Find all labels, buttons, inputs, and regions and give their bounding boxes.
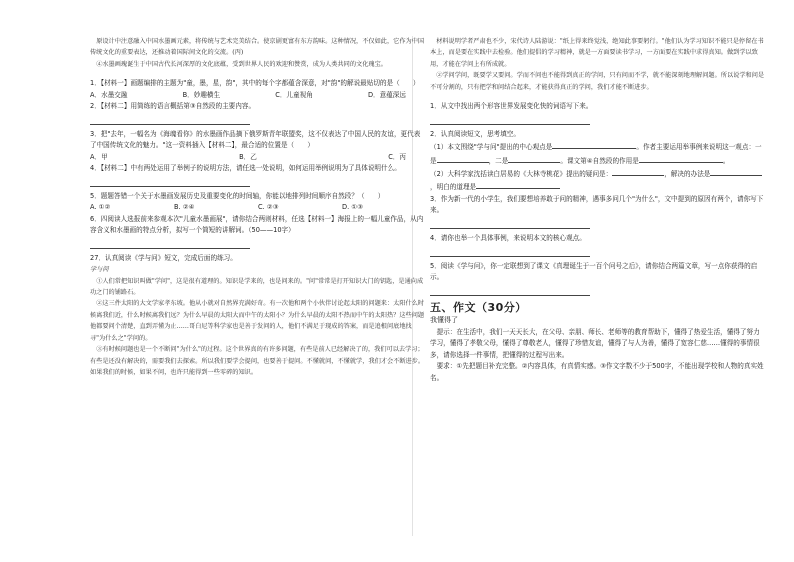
fill-blank[interactable] <box>612 167 664 176</box>
article-paragraph-1: ①人们常把知识叫做"学问"，这是很有道理的。知识是学来的，也是问来的。"问"常常是打开知识大门的钥匙，是通向成功之门的铺路石。 <box>90 277 424 297</box>
question-1-options <box>90 90 426 101</box>
option-b[interactable]: B．妙趣横生 <box>182 90 221 99</box>
right-column <box>430 36 766 384</box>
fill-blank[interactable] <box>437 154 489 163</box>
fill-blank[interactable] <box>476 180 560 189</box>
option-c[interactable]: C. ②③ <box>258 203 279 212</box>
article-continued: 材料说明学者严肃也不少，宋代诗人陆游说："纸上得来终觉浅，绝知此事要躬行。"他们认为学习知识不能只是停留在书本上，而是要在实践中去检验。他们提倡的学习精神，就是一方面要读书学习，一方面要在实践中求得真知。做到学以致用，才能在学问上有所成就。 <box>430 38 764 68</box>
reading-question-3: 3．作为新一代的小学生，我们要想培养敢于问的精神，遇事多问几个"为什么"，文中提到的原因有两个，请你写下来。 <box>430 194 764 215</box>
answer-line-r4[interactable] <box>430 244 590 256</box>
essay-requirements: 要求：①先把题目补充完整。②内容具体，有真情实感。③作文字数不少于500字，不能出现学校和人物的真实姓名。 <box>430 362 764 382</box>
question-3-options <box>90 152 426 163</box>
essay-title: 我懂得了 <box>430 316 458 325</box>
passage-continued: 原设计中注意融入中国水墨画元素，将传统与艺术完美结合。使京剧更富有东方韵味。这种情况，不仅如此，它作为中国传统文化的重要表达，还推动着国际间文化的交流。(丙) <box>90 38 425 57</box>
option-d[interactable]: D. ①③ <box>342 203 364 212</box>
reading-question-4: 4．请你也举一个具体事例，来说明本文的核心观点。 <box>430 234 586 243</box>
answer-line-r5[interactable] <box>430 284 590 296</box>
article-paragraph-final: ②学问学问，既要学又要问。学而不问也不能得到真正的学问，只有问而不学，就不能深刻地理解问题。所以说学和问是不可分割的，只有把学和问结合起来，才能获得真正的学问，我们才能不断进步。 <box>430 72 765 91</box>
article-title: 学与问 <box>90 266 109 274</box>
question-27: 27．认真阅读《学与问》短文，完成后面的练习。 <box>90 253 237 262</box>
essay-prompt: 提示：在生活中，我们一天天长大，在父母、亲朋、师长、老师等的教育帮助下，懂得了热爱生活，懂得了努力学习，懂得了孝敬父母，懂得了尊敬老人，懂得了珍惜友谊，懂得了与人为善，懂得了宽容仁慈……懂得的事情很多，请你选择一件事情，把懂得的过程写出来。 <box>430 327 760 359</box>
reading-question-1: 1．从文中找出两个形容世界发展变化快的词语写下来。 <box>430 102 593 111</box>
question-2: 2．【材料二】用简练的语言概括第③自然段的主要内容。 <box>90 102 256 111</box>
option-b[interactable]: B．乙 <box>239 152 257 161</box>
passage-paragraph-4: ④水墨画瑰诞生于中国古代长河深厚的文化底蕴，受到世界人民的欢迎和赞赏，成为人类共同的文化瑰宝。 <box>96 60 387 68</box>
article-paragraph-3: ③有时候问题也是一个不断问"为什么"的过程。这个世界真的有许多问题，有些是前人已经解决了的，我们可以去学习；有些是还没有解决的，需要我们去探索。所以我们要学会提问，也要善于提问。不懂就问，不懂就学，我们才会不断进步。如果我们的时候，如果不问，也许只能得到一些零碎的知识。 <box>90 346 425 376</box>
fill-blank[interactable] <box>508 154 560 163</box>
reading-question-5: 5．阅读《学与问》，你一定联想到了课文《真理诞生于一百个问号之后》，请你结合两篇文章，写一点你获得的启示。 <box>430 261 758 282</box>
question-5: 5．题题答错一个关于水墨画发展历史及重要变化的时间轴，你能以地排列时间顺序自然段？（ ） <box>90 191 385 200</box>
answer-line-r3[interactable] <box>430 217 590 229</box>
question-1: 1．【材料一】画题编排的主题为"童，墨，星，韵"，其中的每个字都蕴含深意，对"韵"的解说最贴切的是（ ） <box>90 79 420 88</box>
answer-line-4[interactable] <box>90 174 250 186</box>
answer-line-r1[interactable] <box>430 112 590 124</box>
question-6: 6．四阅读人选报前来参观本次"儿童水墨画展"，请你结合两则材料，任选【材料一】海报上的一幅儿童作品，从内容含义和水墨画的特点分析，拟写一个简短的讲解词。（50——10字） <box>90 214 424 235</box>
option-a[interactable]: A．甲 <box>90 152 108 161</box>
article-paragraph-2: ②这三件太阳的大文学家孝东坡。他从小就对自然界充满好奇。有一次他和两个小伙伴讨论起太阳的问题来：太阳什么时候离我们近，什么时候离我们远？为什么早晨的太阳大而中午的太阳小？为什么早晨的太阳不热而中午的太阳热？这些问题他都要问个清楚，直到弄懂为止……哥白尼等科学家也是善于发问的人，他们不满足于现成的答案，而是追根问底地找寻"为什么之"学问的。 <box>90 300 425 342</box>
fill-blank[interactable] <box>710 167 762 176</box>
reading-question-2: 2．认真阅读短文，思考填空。 <box>430 129 520 138</box>
reading-question-2-1: （1）本文围绕"学与问"提出的中心观点是 。作者主要运用举事例来说明这一观点：一是 ，二是 。课文第④自然段的作用是 。 <box>430 140 766 167</box>
option-a[interactable]: A．水墨交融 <box>90 90 128 99</box>
answer-line-6[interactable] <box>90 236 250 248</box>
reading-question-2-2: （2）大科学家沈括读白居易的《大林寺桃花》提出的疑问是： ，解决的办法是，明白的道理是 <box>430 167 766 194</box>
option-c[interactable]: C．丙 <box>388 152 406 161</box>
answer-line-2[interactable] <box>90 112 250 124</box>
option-b[interactable]: B. ②④ <box>174 203 195 212</box>
option-c[interactable]: C．儿童视角 <box>275 90 313 99</box>
fill-blank[interactable] <box>552 140 636 149</box>
question-3: 3．把"去年，一幅名为《海魂看你》的水墨画作品摘下俄罗斯青年联盟奖，这不仅表达了中国人民的友谊，更代表了中国传统文化的魅力。"这一资料插入【材料二】，最合适的位置是（ ） <box>90 129 421 150</box>
section-5-title: 五、作文（30分） <box>430 301 527 315</box>
option-a[interactable]: A. ①② <box>90 203 111 212</box>
fill-blank[interactable] <box>639 154 723 163</box>
left-column <box>90 36 426 378</box>
question-4: 4．【材料二】中有两处运用了举例子的说明方法，请任选一处说明，如何运用举例说明为了具体说明什么。 <box>90 164 401 173</box>
question-5-options <box>90 202 426 213</box>
option-d[interactable]: D．意蕴深远 <box>367 90 406 99</box>
